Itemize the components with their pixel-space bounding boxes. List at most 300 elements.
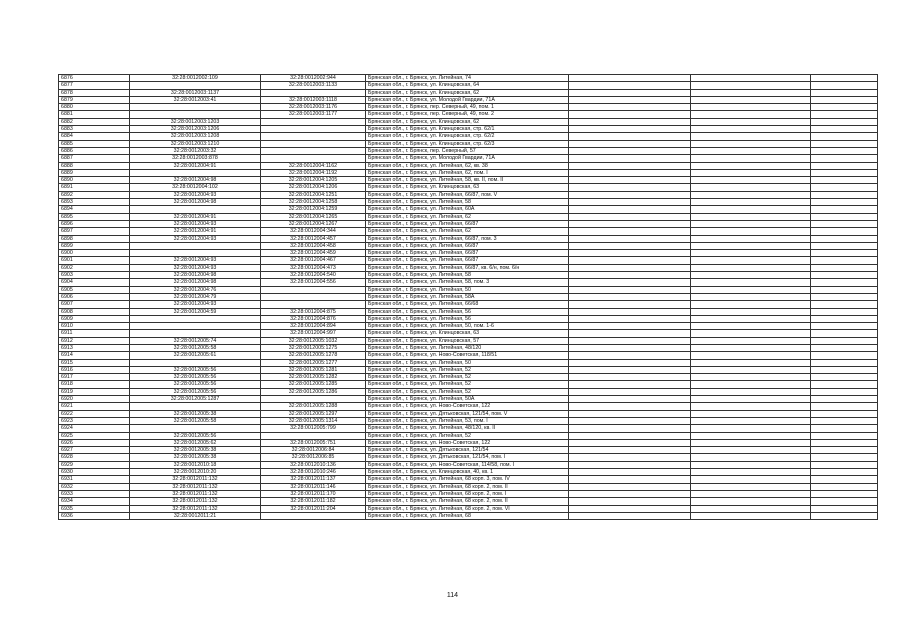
empty-cell-3 — [811, 257, 878, 264]
cadastral-number-a-cell: 32:28:0012004:91 — [130, 228, 261, 235]
table-row — [59, 410, 878, 417]
table-row — [59, 381, 878, 388]
table-row — [59, 483, 878, 490]
table-row — [59, 111, 878, 118]
empty-cell-1 — [569, 381, 691, 388]
table-row — [59, 82, 878, 89]
empty-cell-3 — [811, 242, 878, 249]
table-row — [59, 140, 878, 147]
empty-cell-2 — [691, 264, 811, 271]
empty-cell-3 — [811, 505, 878, 512]
cadastral-number-b-cell — [261, 126, 366, 133]
empty-cell-1 — [569, 118, 691, 125]
cadastral-number-b-cell: 32:28:0012004:1206 — [261, 184, 366, 191]
empty-cell-1 — [569, 140, 691, 147]
row-number-cell: 6887 — [59, 155, 130, 162]
cadastral-number-a-cell: 32:28:0012003:1208 — [130, 133, 261, 140]
cadastral-number-a-cell: 32:28:0012004:98 — [130, 199, 261, 206]
empty-cell-2 — [691, 301, 811, 308]
address-cell: Брянская обл., г. Брянск, ул. Литейная, 66/87 — [366, 220, 569, 227]
row-number-cell: 6884 — [59, 133, 130, 140]
empty-cell-2 — [691, 272, 811, 279]
cadastral-number-b-cell: 32:28:0012004:1267 — [261, 220, 366, 227]
address-cell: Брянская обл., г. Брянск, ул. Литейная, 52 — [366, 388, 569, 395]
empty-cell-1 — [569, 403, 691, 410]
cadastral-number-b-cell: 32:28:0012002:944 — [261, 75, 366, 82]
empty-cell-3 — [811, 213, 878, 220]
cadastral-number-b-cell: 32:28:0012004:467 — [261, 257, 366, 264]
cadastral-number-a-cell: 32:28:0012003:1137 — [130, 89, 261, 96]
empty-cell-1 — [569, 264, 691, 271]
row-number-cell: 6890 — [59, 177, 130, 184]
table-row — [59, 213, 878, 220]
table-row — [59, 162, 878, 169]
cadastral-number-b-cell — [261, 432, 366, 439]
table-row — [59, 147, 878, 154]
table-row — [59, 476, 878, 483]
empty-cell-1 — [569, 344, 691, 351]
address-cell: Брянская обл., г. Брянск, ул. Литейная, 58, пом. 3 — [366, 279, 569, 286]
row-number-cell: 6886 — [59, 147, 130, 154]
row-number-cell: 6889 — [59, 169, 130, 176]
row-number-cell: 6908 — [59, 308, 130, 315]
empty-cell-2 — [691, 228, 811, 235]
address-cell: Брянская обл., г. Брянск, ул. Литейная, 68 корп. 2, пом. VI — [366, 505, 569, 512]
cadastral-number-a-cell: 32:28:0012003:1203 — [130, 118, 261, 125]
row-number-cell: 6930 — [59, 469, 130, 476]
empty-cell-3 — [811, 483, 878, 490]
empty-cell-2 — [691, 483, 811, 490]
empty-cell-2 — [691, 417, 811, 424]
empty-cell-1 — [569, 447, 691, 454]
cadastral-number-a-cell: 32:28:0012003:41 — [130, 96, 261, 103]
empty-cell-1 — [569, 82, 691, 89]
row-number-cell: 6912 — [59, 337, 130, 344]
row-number-cell: 6879 — [59, 96, 130, 103]
empty-cell-2 — [691, 381, 811, 388]
table-row — [59, 512, 878, 519]
row-number-cell: 6876 — [59, 75, 130, 82]
cadastral-number-a-cell: 32:28:0012010:20 — [130, 469, 261, 476]
empty-cell-3 — [811, 359, 878, 366]
cadastral-number-a-cell — [130, 425, 261, 432]
empty-cell-2 — [691, 374, 811, 381]
table-row — [59, 323, 878, 330]
empty-cell-1 — [569, 257, 691, 264]
empty-cell-2 — [691, 140, 811, 147]
table-row — [59, 177, 878, 184]
empty-cell-3 — [811, 104, 878, 111]
table-row — [59, 199, 878, 206]
row-number-cell: 6885 — [59, 140, 130, 147]
row-number-cell: 6919 — [59, 388, 130, 395]
cadastral-number-b-cell: 32:28:0012011:204 — [261, 505, 366, 512]
empty-cell-2 — [691, 352, 811, 359]
cadastral-number-b-cell: 32:28:0012004:1205 — [261, 177, 366, 184]
table-row — [59, 75, 878, 82]
row-number-cell: 6921 — [59, 403, 130, 410]
table-row — [59, 272, 878, 279]
empty-cell-3 — [811, 512, 878, 519]
empty-cell-3 — [811, 177, 878, 184]
empty-cell-1 — [569, 374, 691, 381]
address-cell: Брянская обл., г. Брянск, ул. Литейная, 68 корп. 3, пом. IV — [366, 476, 569, 483]
cadastral-number-a-cell — [130, 323, 261, 330]
row-number-cell: 6932 — [59, 483, 130, 490]
empty-cell-1 — [569, 366, 691, 373]
row-number-cell: 6892 — [59, 191, 130, 198]
empty-cell-1 — [569, 184, 691, 191]
cadastral-number-b-cell — [261, 301, 366, 308]
empty-cell-2 — [691, 250, 811, 257]
empty-cell-3 — [811, 439, 878, 446]
empty-cell-1 — [569, 213, 691, 220]
cadastral-number-b-cell: 32:28:0012003:1118 — [261, 96, 366, 103]
row-number-cell: 6878 — [59, 89, 130, 96]
table-row — [59, 366, 878, 373]
row-number-cell: 6913 — [59, 344, 130, 351]
empty-cell-1 — [569, 89, 691, 96]
row-number-cell: 6935 — [59, 505, 130, 512]
address-cell: Брянская обл., г. Брянск, ул. Литейная, 50, пом. 1-6 — [366, 323, 569, 330]
empty-cell-2 — [691, 323, 811, 330]
cadastral-number-b-cell: 32:28:0012006:85 — [261, 454, 366, 461]
empty-cell-2 — [691, 155, 811, 162]
empty-cell-3 — [811, 293, 878, 300]
cadastral-number-a-cell: 32:28:0012011:132 — [130, 490, 261, 497]
row-number-cell: 6920 — [59, 396, 130, 403]
row-number-cell: 6888 — [59, 162, 130, 169]
empty-cell-2 — [691, 89, 811, 96]
cadastral-number-a-cell: 32:28:0012002:109 — [130, 75, 261, 82]
cadastral-number-a-cell — [130, 242, 261, 249]
cadastral-number-b-cell — [261, 147, 366, 154]
row-number-cell: 6934 — [59, 498, 130, 505]
empty-cell-1 — [569, 454, 691, 461]
empty-cell-1 — [569, 96, 691, 103]
cadastral-number-a-cell: 32:28:0012004:93 — [130, 257, 261, 264]
cadastral-number-a-cell: 32:28:0012004:93 — [130, 301, 261, 308]
address-cell: Брянская обл., г. Брянск, ул. Литейная, 58А — [366, 293, 569, 300]
empty-cell-2 — [691, 213, 811, 220]
address-cell: Брянская обл., г. Брянск, ул. Литейная, 52 — [366, 381, 569, 388]
table-row — [59, 184, 878, 191]
empty-cell-1 — [569, 323, 691, 330]
empty-cell-2 — [691, 344, 811, 351]
empty-cell-1 — [569, 220, 691, 227]
address-cell: Брянская обл., г. Брянск, ул. Литейная, 58 — [366, 272, 569, 279]
empty-cell-3 — [811, 126, 878, 133]
address-cell: Брянская обл., г. Брянск, ул. Клинцовская, стр. 62/2 — [366, 133, 569, 140]
empty-cell-2 — [691, 512, 811, 519]
empty-cell-3 — [811, 133, 878, 140]
row-number-cell: 6881 — [59, 111, 130, 118]
empty-cell-1 — [569, 250, 691, 257]
table-row — [59, 417, 878, 424]
address-cell: Брянская обл., г. Брянск, ул. Литейная, 74 — [366, 75, 569, 82]
cadastral-number-a-cell: 32:28:0012005:56 — [130, 366, 261, 373]
empty-cell-1 — [569, 228, 691, 235]
row-number-cell: 6897 — [59, 228, 130, 235]
empty-cell-3 — [811, 461, 878, 468]
cadastral-number-a-cell: 32:28:0012005:38 — [130, 410, 261, 417]
row-number-cell: 6918 — [59, 381, 130, 388]
empty-cell-3 — [811, 432, 878, 439]
empty-cell-2 — [691, 432, 811, 439]
empty-cell-3 — [811, 111, 878, 118]
empty-cell-2 — [691, 169, 811, 176]
cadastral-number-b-cell: 32:28:0012004:458 — [261, 242, 366, 249]
empty-cell-2 — [691, 191, 811, 198]
empty-cell-1 — [569, 476, 691, 483]
empty-cell-3 — [811, 498, 878, 505]
cadastral-number-b-cell: 32:28:0012004:540 — [261, 272, 366, 279]
cadastral-number-a-cell: 32:28:0012005:38 — [130, 454, 261, 461]
cadastral-number-a-cell: 32:28:0012010:18 — [130, 461, 261, 468]
row-number-cell: 6900 — [59, 250, 130, 257]
empty-cell-2 — [691, 490, 811, 497]
empty-cell-3 — [811, 417, 878, 424]
cadastral-number-b-cell: 32:28:0012005:1288 — [261, 403, 366, 410]
empty-cell-1 — [569, 199, 691, 206]
empty-cell-1 — [569, 469, 691, 476]
empty-cell-1 — [569, 169, 691, 176]
empty-cell-3 — [811, 140, 878, 147]
empty-cell-1 — [569, 242, 691, 249]
table-row — [59, 191, 878, 198]
cadastral-number-b-cell: 32:28:0012004:876 — [261, 315, 366, 322]
cadastral-number-a-cell — [130, 315, 261, 322]
address-cell: Брянская обл., г. Брянск, пер. Северный, 49, пом. 1 — [366, 104, 569, 111]
row-number-cell: 6925 — [59, 432, 130, 439]
cadastral-number-a-cell: 32:28:0012004:93 — [130, 264, 261, 271]
cadastral-number-a-cell: 32:28:0012004:93 — [130, 220, 261, 227]
empty-cell-1 — [569, 111, 691, 118]
empty-cell-3 — [811, 454, 878, 461]
row-number-cell: 6896 — [59, 220, 130, 227]
empty-cell-3 — [811, 118, 878, 125]
empty-cell-3 — [811, 374, 878, 381]
cadastral-number-a-cell — [130, 111, 261, 118]
empty-cell-1 — [569, 286, 691, 293]
empty-cell-1 — [569, 301, 691, 308]
empty-cell-3 — [811, 75, 878, 82]
empty-cell-2 — [691, 388, 811, 395]
empty-cell-2 — [691, 82, 811, 89]
empty-cell-3 — [811, 410, 878, 417]
address-cell: Брянская обл., г. Брянск, ул. Литейная, 52 — [366, 366, 569, 373]
cadastral-number-b-cell: 32:28:0012005:1314 — [261, 417, 366, 424]
empty-cell-1 — [569, 133, 691, 140]
empty-cell-3 — [811, 235, 878, 242]
empty-cell-3 — [811, 388, 878, 395]
empty-cell-2 — [691, 286, 811, 293]
cadastral-number-b-cell: 32:28:0012005:1297 — [261, 410, 366, 417]
empty-cell-3 — [811, 279, 878, 286]
table-row — [59, 206, 878, 213]
address-cell: Брянская обл., г. Брянск, пер. Северный, 49, пом. 2 — [366, 111, 569, 118]
address-cell: Брянская обл., г. Брянск, ул. Литейная, 66/68 — [366, 301, 569, 308]
cadastral-number-a-cell: 32:28:0012005:56 — [130, 388, 261, 395]
cadastral-number-b-cell — [261, 293, 366, 300]
row-number-cell: 6909 — [59, 315, 130, 322]
register-table — [58, 74, 878, 520]
cadastral-number-a-cell: 32:28:0012004:98 — [130, 279, 261, 286]
cadastral-number-b-cell: 32:28:0012011:182 — [261, 498, 366, 505]
empty-cell-3 — [811, 425, 878, 432]
address-cell: Брянская обл., г. Брянск, ул. Литейная, 48/120, кв. II — [366, 425, 569, 432]
address-cell: Брянская обл., г. Брянск, ул. Литейная, 56 — [366, 308, 569, 315]
empty-cell-2 — [691, 447, 811, 454]
empty-cell-2 — [691, 104, 811, 111]
cadastral-number-a-cell — [130, 359, 261, 366]
address-cell: Брянская обл., г. Брянск, ул. Ново-Советская, 118/51 — [366, 352, 569, 359]
empty-cell-3 — [811, 286, 878, 293]
address-cell: Брянская обл., г. Брянск, ул. Клинцовская, 64 — [366, 82, 569, 89]
cadastral-number-a-cell: 32:28:0012011:132 — [130, 476, 261, 483]
address-cell: Брянская обл., г. Брянск, ул. Литейная, 62, кв. 38 — [366, 162, 569, 169]
register-table-body — [59, 75, 878, 520]
cadastral-number-b-cell: 32:28:0012004:875 — [261, 308, 366, 315]
row-number-cell: 6926 — [59, 439, 130, 446]
cadastral-number-a-cell: 32:28:0012004:93 — [130, 235, 261, 242]
cadastral-number-b-cell: 32:28:0012004:1265 — [261, 213, 366, 220]
row-number-cell: 6917 — [59, 374, 130, 381]
table-row — [59, 257, 878, 264]
row-number-cell: 6914 — [59, 352, 130, 359]
cadastral-number-a-cell: 32:28:0012004:76 — [130, 286, 261, 293]
table-row — [59, 388, 878, 395]
table-row — [59, 447, 878, 454]
cadastral-number-a-cell: 32:28:0012004:79 — [130, 293, 261, 300]
empty-cell-1 — [569, 308, 691, 315]
address-cell: Брянская обл., г. Брянск, ул. Клинцовская, 57 — [366, 337, 569, 344]
cadastral-number-b-cell: 32:28:0012004:1192 — [261, 169, 366, 176]
empty-cell-1 — [569, 330, 691, 337]
empty-cell-2 — [691, 199, 811, 206]
cadastral-number-b-cell: 32:28:0012005:1032 — [261, 337, 366, 344]
row-number-cell: 6894 — [59, 206, 130, 213]
cadastral-number-a-cell: 32:28:0012005:61 — [130, 352, 261, 359]
table-row — [59, 133, 878, 140]
empty-cell-3 — [811, 228, 878, 235]
address-cell: Брянская обл., г. Брянск, ул. Литейная, 62 — [366, 213, 569, 220]
row-number-cell: 6933 — [59, 490, 130, 497]
row-number-cell: 6906 — [59, 293, 130, 300]
cadastral-number-a-cell — [130, 169, 261, 176]
empty-cell-2 — [691, 498, 811, 505]
cadastral-number-a-cell — [130, 206, 261, 213]
address-cell: Брянская обл., г. Брянск, ул. Ново-Советская, 122 — [366, 403, 569, 410]
empty-cell-1 — [569, 439, 691, 446]
empty-cell-3 — [811, 184, 878, 191]
row-number-cell: 6928 — [59, 454, 130, 461]
empty-cell-3 — [811, 396, 878, 403]
empty-cell-2 — [691, 293, 811, 300]
address-cell: Брянская обл., г. Брянск, ул. Литейная, 68 — [366, 512, 569, 519]
empty-cell-3 — [811, 490, 878, 497]
empty-cell-1 — [569, 162, 691, 169]
row-number-cell: 6899 — [59, 242, 130, 249]
empty-cell-1 — [569, 410, 691, 417]
empty-cell-1 — [569, 396, 691, 403]
cadastral-number-b-cell: 32:28:0012004:1251 — [261, 191, 366, 198]
cadastral-number-b-cell: 32:28:0012005:1286 — [261, 388, 366, 395]
address-cell: Брянская обл., г. Брянск, ул. Литейная, 66/87 — [366, 250, 569, 257]
address-cell: Брянская обл., г. Брянск, ул. Ново-Советская, 122 — [366, 439, 569, 446]
cadastral-number-b-cell — [261, 396, 366, 403]
cadastral-number-a-cell: 32:28:0012004:59 — [130, 308, 261, 315]
cadastral-number-a-cell: 32:28:0012005:56 — [130, 374, 261, 381]
empty-cell-3 — [811, 250, 878, 257]
table-row — [59, 432, 878, 439]
cadastral-number-a-cell — [130, 82, 261, 89]
table-row — [59, 96, 878, 103]
empty-cell-1 — [569, 177, 691, 184]
empty-cell-1 — [569, 512, 691, 519]
row-number-cell: 6905 — [59, 286, 130, 293]
address-cell: Брянская обл., г. Брянск, ул. Клинцовская, 62 — [366, 89, 569, 96]
table-row — [59, 374, 878, 381]
cadastral-number-a-cell: 32:28:0012004:98 — [130, 272, 261, 279]
cadastral-number-a-cell — [130, 250, 261, 257]
row-number-cell: 6923 — [59, 417, 130, 424]
cadastral-number-b-cell: 32:28:0012005:1282 — [261, 374, 366, 381]
empty-cell-1 — [569, 425, 691, 432]
cadastral-number-b-cell: 32:28:0012004:473 — [261, 264, 366, 271]
row-number-cell: 6910 — [59, 323, 130, 330]
empty-cell-1 — [569, 490, 691, 497]
empty-cell-1 — [569, 505, 691, 512]
empty-cell-1 — [569, 235, 691, 242]
address-cell: Брянская обл., г. Брянск, ул. Литейная, 52 — [366, 374, 569, 381]
address-cell: Брянская обл., г. Брянск, ул. Литейная, 58 — [366, 199, 569, 206]
cadastral-number-b-cell — [261, 155, 366, 162]
empty-cell-3 — [811, 272, 878, 279]
empty-cell-3 — [811, 469, 878, 476]
row-number-cell: 6916 — [59, 366, 130, 373]
address-cell: Брянская обл., г. Брянск, ул. Литейная, 66/87, пом. 3 — [366, 235, 569, 242]
table-row — [59, 425, 878, 432]
empty-cell-2 — [691, 257, 811, 264]
empty-cell-2 — [691, 403, 811, 410]
table-row — [59, 293, 878, 300]
cadastral-number-a-cell — [130, 403, 261, 410]
cadastral-number-b-cell: 32:28:0012004:997 — [261, 330, 366, 337]
empty-cell-3 — [811, 199, 878, 206]
row-number-cell: 6904 — [59, 279, 130, 286]
empty-cell-2 — [691, 476, 811, 483]
empty-cell-1 — [569, 75, 691, 82]
table-row — [59, 469, 878, 476]
empty-cell-3 — [811, 403, 878, 410]
table-row — [59, 286, 878, 293]
empty-cell-2 — [691, 366, 811, 373]
empty-cell-2 — [691, 308, 811, 315]
empty-cell-3 — [811, 447, 878, 454]
cadastral-number-a-cell: 32:28:0012011:132 — [130, 498, 261, 505]
address-cell: Брянская обл., г. Брянск, ул. Дятьковская, 121/54, пом. V — [366, 410, 569, 417]
empty-cell-1 — [569, 155, 691, 162]
address-cell: Брянская обл., г. Брянск, ул. Литейная, 66/87 — [366, 242, 569, 249]
address-cell: Брянская обл., г. Брянск, ул. Литейная, 62 — [366, 228, 569, 235]
row-number-cell: 6893 — [59, 199, 130, 206]
table-row — [59, 396, 878, 403]
row-number-cell: 6927 — [59, 447, 130, 454]
address-cell: Брянская обл., г. Брянск, ул. Литейная, 60А — [366, 206, 569, 213]
cadastral-number-b-cell: 32:28:0012005:751 — [261, 439, 366, 446]
cadastral-number-a-cell: 32:28:0012004:91 — [130, 213, 261, 220]
